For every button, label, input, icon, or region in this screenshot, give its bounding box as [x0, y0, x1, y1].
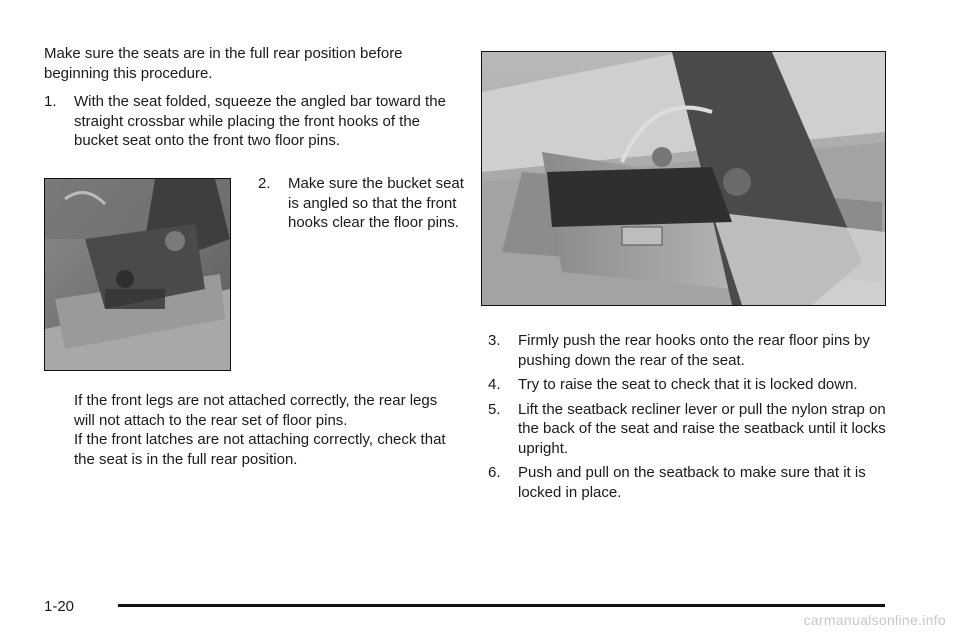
step-number: 6. — [488, 464, 501, 481]
step-1 — [44, 92, 464, 156]
step-text: Try to raise the seat to check that it is locked down. — [518, 376, 858, 393]
step-number: 1. — [44, 93, 57, 110]
footer-divider — [118, 604, 885, 607]
photo-rear-hooks — [481, 51, 886, 306]
step-6 — [488, 463, 908, 502]
step-text: Push and pull on the seatback to make sure that it is locked in place. — [518, 464, 866, 501]
step-number: 5. — [488, 400, 501, 418]
step-number: 2. — [258, 175, 271, 192]
step-2 — [258, 174, 468, 238]
step-text: Make sure the bucket seat is angled so that the front hooks clear the floor pins. — [288, 175, 464, 231]
note-front-legs: If the front legs are not attached correctly, the rear legs will not attach to the rear set of floor pins. — [74, 392, 438, 429]
step-text: With the seat folded, squeeze the angled bar toward the straight crossbar while placing the front hooks of the bucket seat onto the front two floor pins. — [74, 93, 446, 149]
step-4 — [488, 375, 908, 395]
step-number: 3. — [488, 332, 501, 349]
intro-text: Make sure the seats are in the full rear position before beginning this procedure. — [44, 45, 403, 82]
step-3 — [488, 331, 908, 370]
watermark: carmanualsonline.info — [803, 612, 946, 628]
page-number: 1-20 — [44, 598, 75, 615]
note-front-latches: If the front latches are not attaching correctly, check that the seat is in the full rear position. — [74, 431, 446, 468]
step-number: 4. — [488, 376, 501, 393]
steps-right — [488, 331, 908, 507]
step-5 — [488, 400, 908, 459]
step-text: Lift the seatback recliner lever or pull the nylon strap on the back of the seat and raise the seatback until it locks upright. — [518, 400, 886, 457]
step-text: Firmly push the rear hooks onto the rear floor pins by pushing down the rear of the seat. — [518, 332, 870, 369]
photo-front-hooks — [44, 178, 231, 371]
